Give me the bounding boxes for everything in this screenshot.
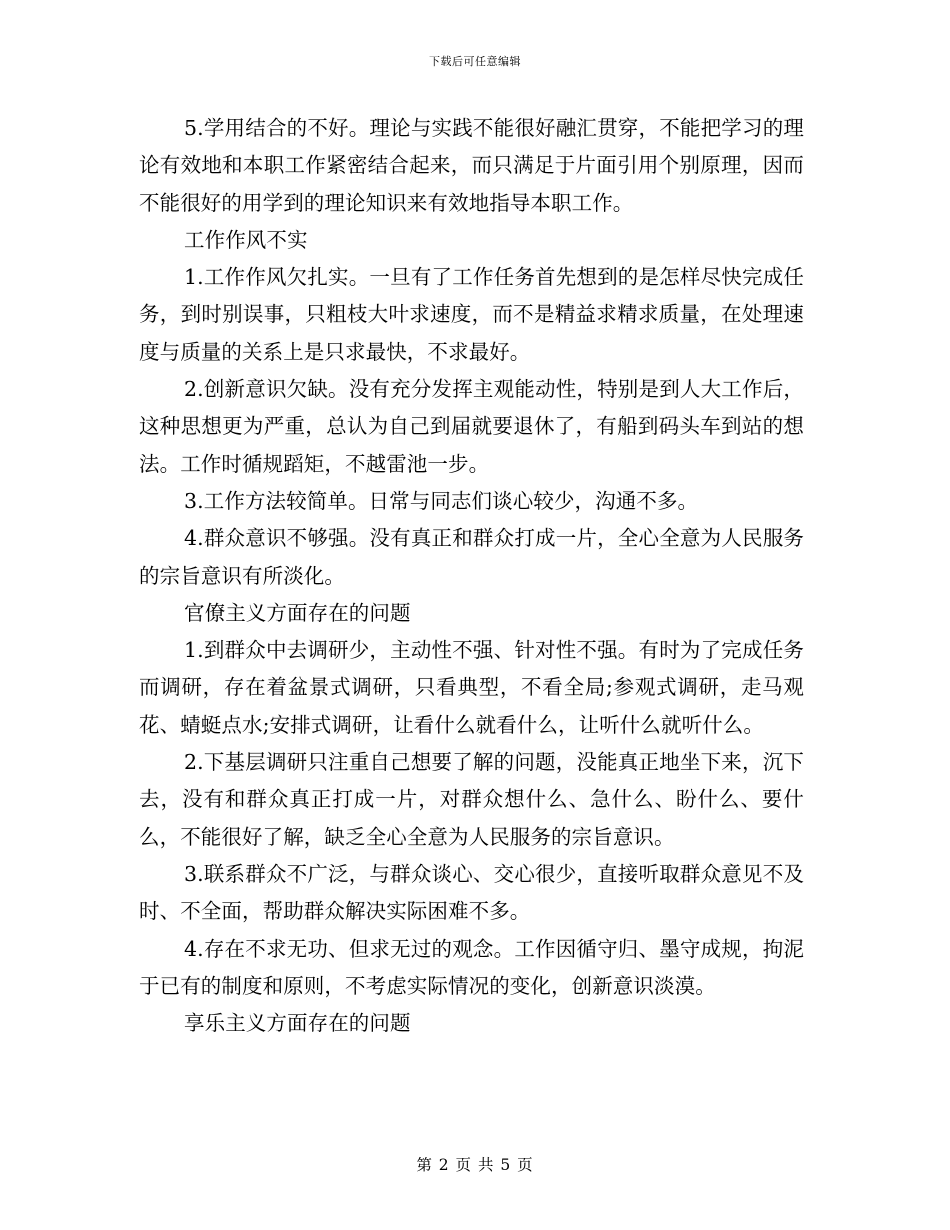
paragraph-bureaucracy-3: 3.联系群众不广泛，与群众谈心、交心很少，直接听取群众意见不及时、不全面，帮助群众解决实际困难不多。 [139,861,804,924]
section-heading-bureaucracy: 官僚主义方面存在的问题 [184,600,411,625]
paragraph-bureaucracy-1: 1.到群众中去调研少，主动性不强、针对性不强。有时为了完成任务而调研，存在着盆景式调研，只看典型，不看全局;参观式调研，走马观花、蜻蜓点水;安排式调研，让看什么就看什么，让听什么就听什么。 [139,638,804,737]
paragraph-work-style-2: 2.创新意识欠缺。没有充分发挥主观能动性，特别是到人大工作后，这种思想更为严重，总认为自己到届就要退休了，有船到码头车到站的想法。工作时循规蹈矩，不越雷池一步。 [139,377,804,476]
section-heading-work-style: 工作作风不实 [184,227,308,252]
paragraph-work-style-4: 4.群众意识不够强。没有真正和群众打成一片，全心全意为人民服务的宗旨意识有所淡化。 [139,526,804,588]
paragraph-study-application: 5.学用结合的不好。理论与实践不能很好融汇贯穿，不能把学习的理论有效地和本职工作紧密结合起来，而只满足于片面引用个别原理，因而不能很好的用学到的理论知识来有效地指导本职工作。 [139,116,804,215]
paragraph-work-style-3: 3.工作方法较简单。日常与同志们谈心较少，沟通不多。 [184,488,699,513]
section-heading-hedonism: 享乐主义方面存在的问题 [184,1011,411,1036]
paragraph-bureaucracy-2: 2.下基层调研只注重自己想要了解的问题，没能真正地坐下来，沉下去，没有和群众真正打成一片，对群众想什么、急什么、盼什么、要什么，不能很好了解，缺乏全心全意为人民服务的宗旨意识。 [139,750,804,849]
page-header: 下载后可任意编辑 [429,55,521,68]
document-body [139,110,804,1042]
page-number-footer: 第 2 页 共 5 页 [416,1156,534,1174]
paragraph-bureaucracy-4: 4.存在不求无功、但求无过的观念。工作因循守归、墨守成规，拘泥于已有的制度和原则，不考虑实际情况的变化，创新意识淡漠。 [139,936,804,998]
paragraph-work-style-1: 1.工作作风欠扎实。一旦有了工作任务首先想到的是怎样尽快完成任务，到时别误事，只粗枝大叶求速度，而不是精益求精求质量，在处理速度与质量的关系上是只求最快，不求最好。 [139,265,804,364]
